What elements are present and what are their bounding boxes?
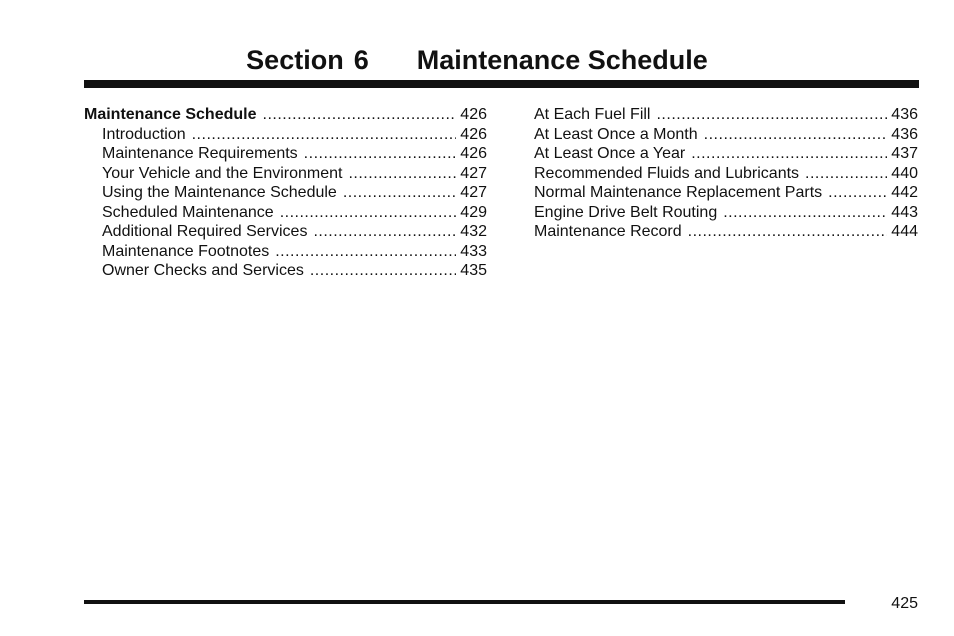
toc-entry[interactable] <box>84 125 487 145</box>
toc-leader-dots <box>704 125 888 145</box>
toc-entry-page: 442 <box>891 184 918 201</box>
toc-leader-dots <box>275 242 456 262</box>
toc-entry-label: Additional Required Services <box>102 223 308 240</box>
toc-leader-dots <box>723 203 887 223</box>
toc-entry-label: Using the Maintenance Schedule <box>102 184 337 201</box>
toc-entry-page: 444 <box>891 223 918 240</box>
toc-entry-page: 427 <box>460 164 487 182</box>
toc-leader-dots <box>192 125 457 145</box>
toc-entry-page: 429 <box>460 203 487 221</box>
toc-entry-page: 435 <box>460 262 487 279</box>
toc-leader-dots <box>828 183 887 203</box>
toc-entry-page: 437 <box>891 145 918 162</box>
toc-entry-page: 436 <box>891 125 918 143</box>
section-word: Section <box>246 45 344 75</box>
toc-entry[interactable] <box>84 144 487 164</box>
toc-leader-dots <box>263 105 457 125</box>
top-divider <box>84 80 919 88</box>
toc-leader-dots <box>343 183 456 203</box>
toc-entry-label: At Each Fuel Fill <box>534 106 651 123</box>
toc-entry[interactable] <box>84 222 487 242</box>
toc-leader-dots <box>310 261 456 281</box>
toc-entry-page: 426 <box>460 125 487 143</box>
page-number: 425 <box>891 595 918 612</box>
page-title <box>0 42 954 78</box>
toc-entry[interactable] <box>84 105 487 125</box>
toc-column-right <box>534 105 918 242</box>
toc-entry-label: Scheduled Maintenance <box>102 203 274 221</box>
toc-entry-label: At Least Once a Year <box>534 145 686 162</box>
toc-entry-label: Normal Maintenance Replacement Parts <box>534 184 823 201</box>
toc-entry[interactable] <box>84 164 487 184</box>
toc-entry-label: Maintenance Footnotes <box>102 242 270 260</box>
toc-entry-page: 426 <box>460 106 487 123</box>
toc-leader-dots <box>691 144 887 164</box>
toc-entry[interactable] <box>84 203 487 223</box>
bottom-divider <box>84 600 845 604</box>
toc-entry-label: Recommended Fluids and Lubricants <box>534 164 800 182</box>
toc-entry[interactable] <box>534 183 918 203</box>
toc-leader-dots <box>656 105 887 125</box>
toc-entry[interactable] <box>84 261 487 281</box>
section-title: Maintenance Schedule <box>416 45 708 75</box>
toc-entry-label: Maintenance Schedule <box>84 106 257 123</box>
toc-entry[interactable] <box>534 105 918 125</box>
toc-entry-page: 432 <box>460 223 487 240</box>
toc-entry-page: 443 <box>891 203 918 221</box>
toc-leader-dots <box>348 164 456 184</box>
toc-leader-dots <box>313 222 456 242</box>
toc-entry[interactable] <box>84 183 487 203</box>
section-number: 6 <box>353 45 369 75</box>
toc-entry[interactable] <box>534 203 918 223</box>
toc-entry[interactable] <box>534 222 918 242</box>
toc-entry-label: Owner Checks and Services <box>102 262 304 279</box>
toc-entry-page: 426 <box>460 145 487 162</box>
toc-entry[interactable] <box>534 144 918 164</box>
toc-entry-page: 436 <box>891 106 918 123</box>
toc-leader-dots <box>688 222 888 242</box>
toc-leader-dots <box>805 164 887 184</box>
toc-entry-label: Engine Drive Belt Routing <box>534 203 718 221</box>
toc-entry-page: 427 <box>460 184 487 201</box>
toc-entry-page: 440 <box>891 164 918 182</box>
toc-entry-label: At Least Once a Month <box>534 125 698 143</box>
toc-leader-dots <box>280 203 457 223</box>
toc-entry[interactable] <box>84 242 487 262</box>
toc-entry-label: Maintenance Requirements <box>102 145 298 162</box>
toc-entry-label: Your Vehicle and the Environment <box>102 164 343 182</box>
toc-entry-label: Introduction <box>102 125 186 143</box>
toc-entry[interactable] <box>534 125 918 145</box>
toc-entry[interactable] <box>534 164 918 184</box>
toc-leader-dots <box>304 144 457 164</box>
toc-entry-page: 433 <box>460 242 487 260</box>
toc-entry-label: Maintenance Record <box>534 223 682 240</box>
toc-column-left <box>84 105 487 281</box>
